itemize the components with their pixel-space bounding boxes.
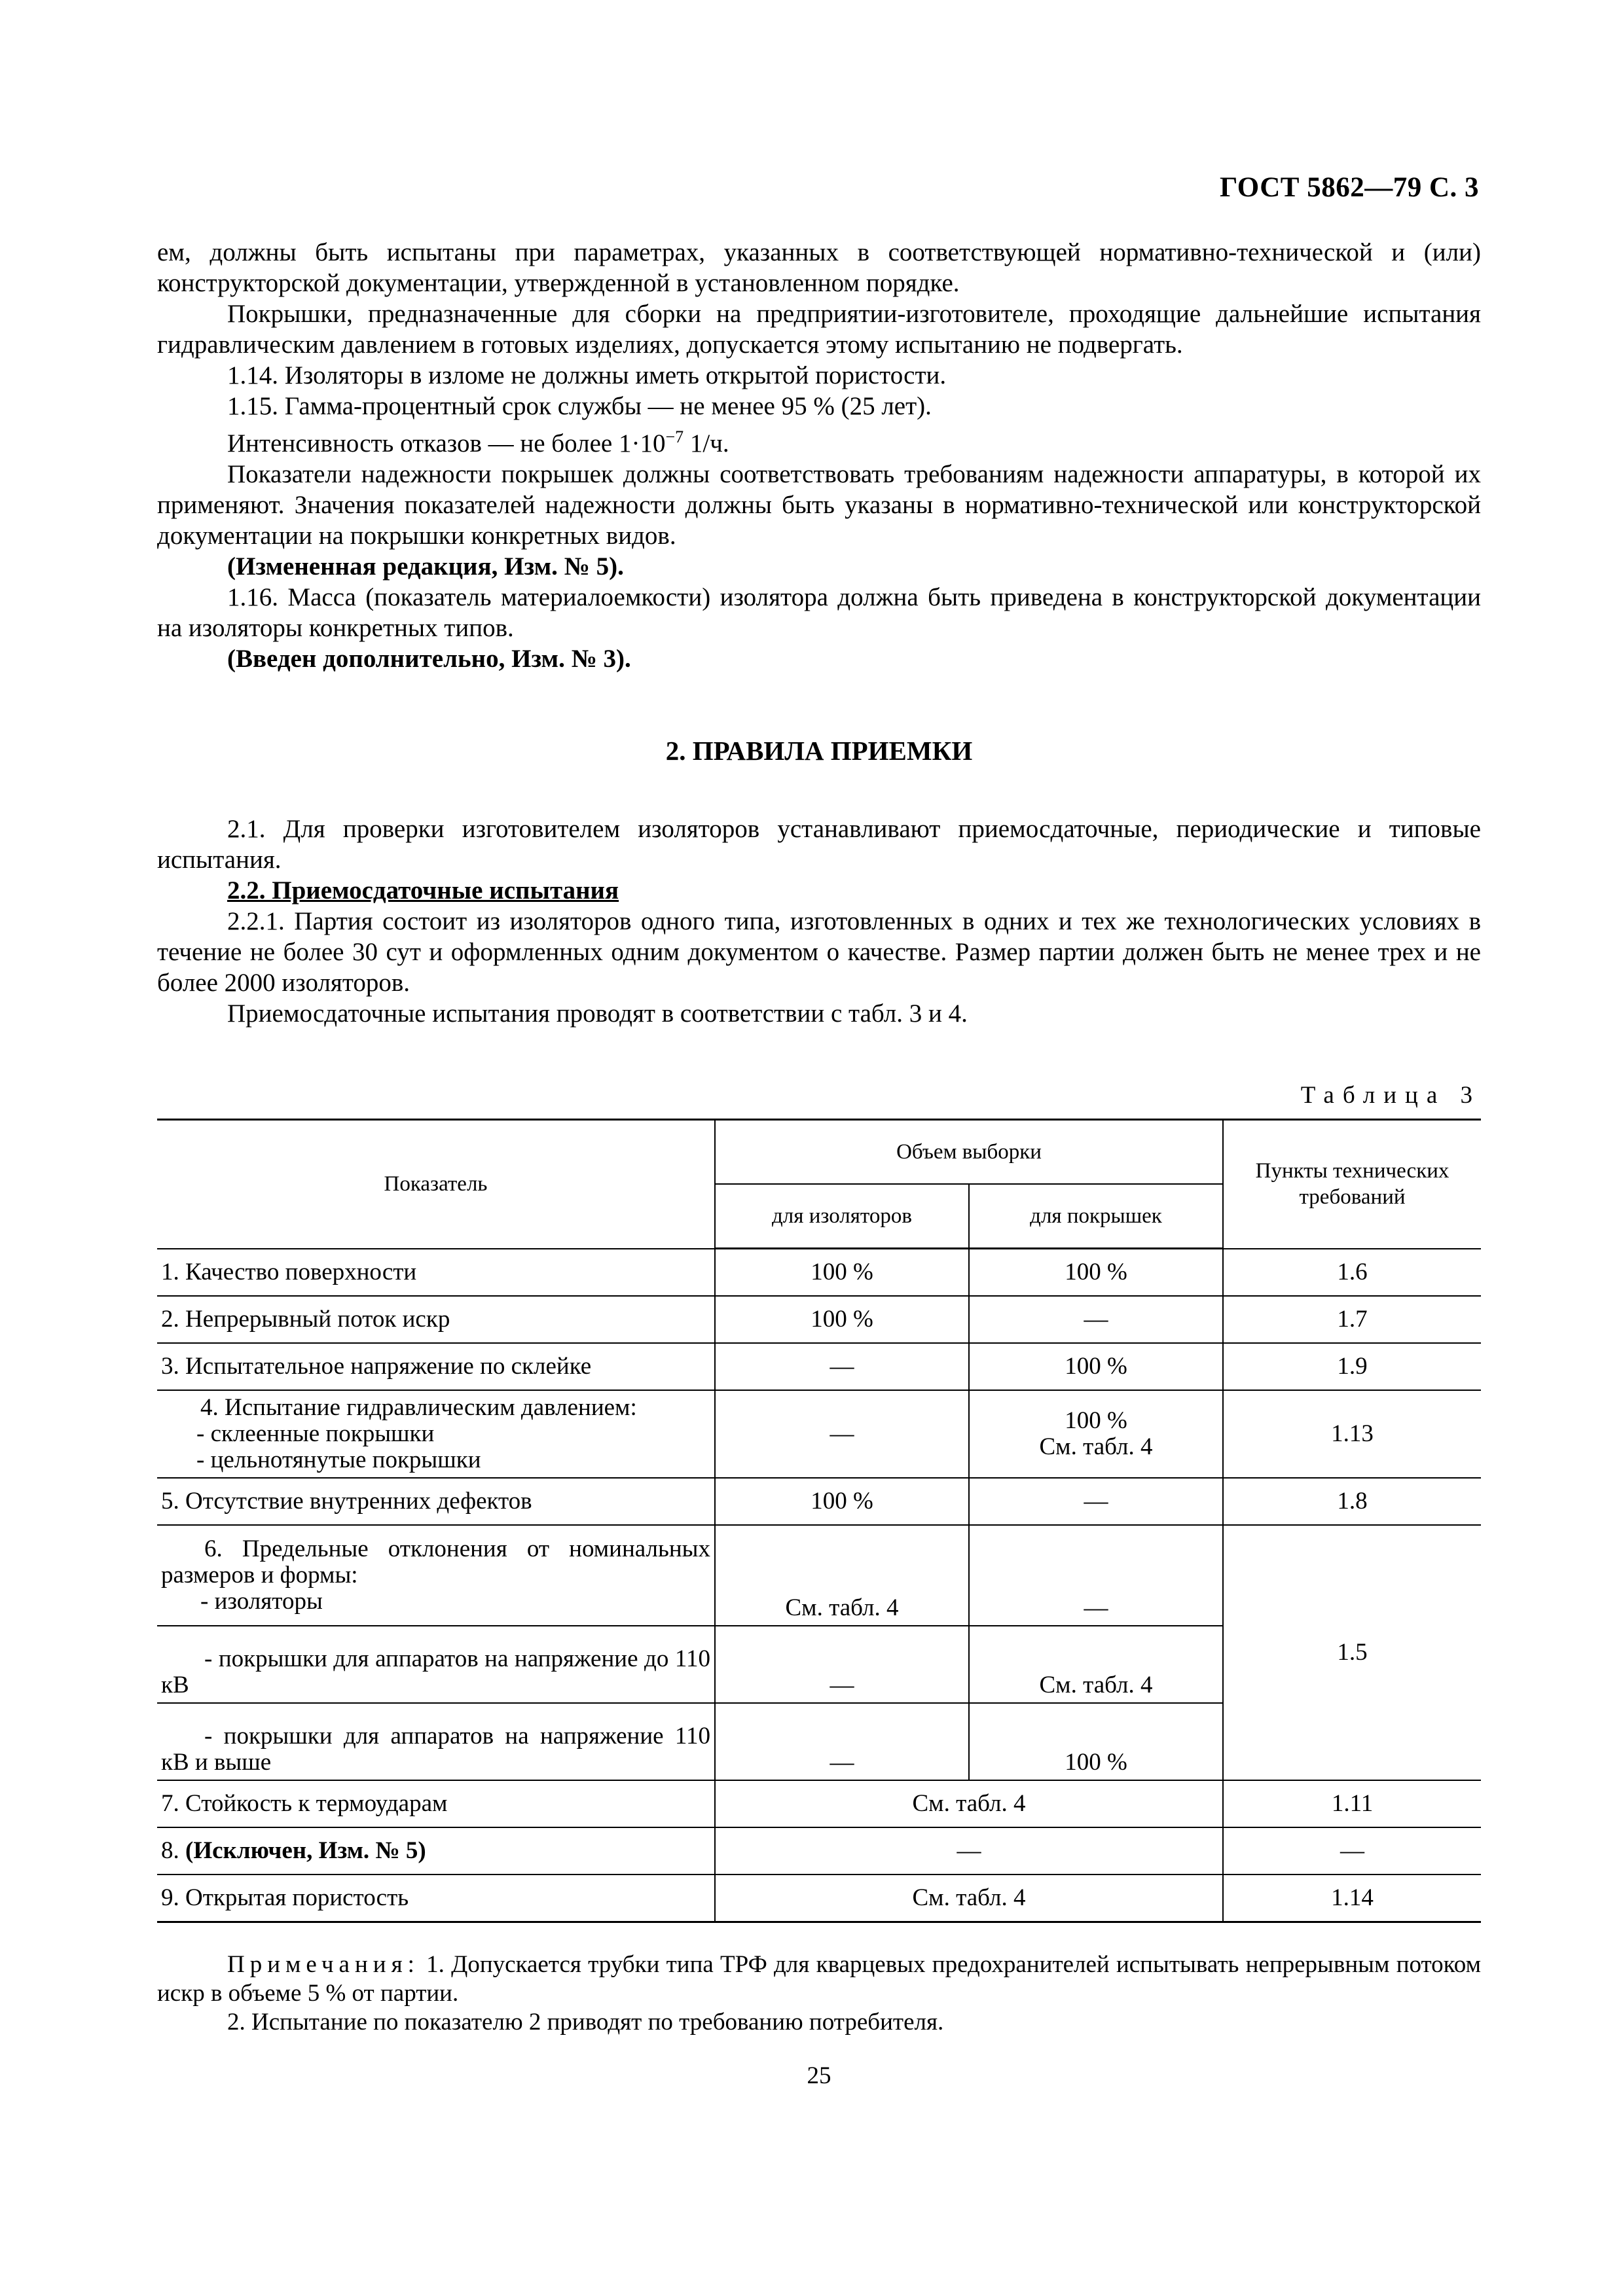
row-insulators: — — [715, 1390, 969, 1478]
table-notes — [157, 1950, 1481, 2037]
row-insulators: — — [715, 1703, 969, 1780]
indicator-line: 6. Предельные отклонения от номинальных размеров и формы: — [161, 1535, 710, 1588]
covers-line: 100 % — [1065, 1407, 1127, 1434]
row-indicator: 2. Непрерывный поток искр — [157, 1296, 715, 1343]
row-point: 1.9 — [1223, 1343, 1481, 1390]
row-insulators: 100 % — [715, 1296, 969, 1343]
row-covers: — — [969, 1296, 1223, 1343]
row-indicator — [157, 1525, 715, 1626]
row-covers: — — [969, 1525, 1223, 1626]
header-indicator: Показатель — [157, 1120, 715, 1249]
excluded-note: (Исключен, Изм. № 5) — [185, 1837, 426, 1864]
row-insulators: 100 % — [715, 1249, 969, 1296]
table-row — [157, 1296, 1481, 1343]
covers-line: См. табл. 4 — [1039, 1433, 1153, 1460]
row-indicator: 5. Отсутствие внутренних дефектов — [157, 1478, 715, 1525]
row-indicator: - покрышки для аппаратов на напряжение до 110 кВ — [157, 1626, 715, 1703]
paragraph: 2.2.1. Партия состоит из изоляторов одного типа, изготовленных в одних и тех же технологических условиях в течение не более 30 сут и оформленных одним документом о качестве. Размер партии должен быть не менее трех и не более 2000 изоляторов. — [157, 907, 1481, 997]
row-covers: См. табл. 4 — [969, 1626, 1223, 1703]
indicator-line: - изоляторы — [200, 1587, 323, 1615]
acceptance-test-table — [157, 1119, 1481, 1923]
indicator-line: 4. Испытание гидравлическим давлением: — [200, 1393, 637, 1421]
section-title: 2. ПРАВИЛА ПРИЕМКИ — [665, 736, 973, 766]
row-point: 1.8 — [1223, 1478, 1481, 1525]
row-sample-merged: См. табл. 4 — [715, 1780, 1223, 1827]
paragraph: 2.1. Для проверки изготовителем изоляторов устанавливают приемосдаточные, периодические и типовые испытания. — [157, 815, 1481, 874]
page-header: ГОСТ 5862—79 С. 3 — [1219, 172, 1479, 203]
table-caption: Таблица 3 — [1300, 1082, 1481, 1109]
page-number: 25 — [807, 2062, 831, 2089]
table-row — [157, 1827, 1481, 1874]
paragraph: ем, должны быть испытаны при параметрах, указанных в соответствующей нормативно-технической и (или) конструкторской документации, утвержденной в установленном порядке. — [157, 238, 1481, 297]
amendment-note: (Введен дополнительно, Изм. № 3). — [227, 645, 631, 673]
row-indicator: 7. Стойкость к термоударам — [157, 1780, 715, 1827]
body-text — [157, 237, 1481, 2091]
row-covers — [969, 1390, 1223, 1478]
row-indicator: 9. Открытая пористость — [157, 1874, 715, 1922]
note-1 — [157, 1950, 1481, 2008]
row-number: 8. — [161, 1837, 185, 1864]
row-sample-merged: См. табл. 4 — [715, 1874, 1223, 1922]
table-row — [157, 1874, 1481, 1922]
failure-rate-text: Интенсивность отказов — не более 1·10 — [227, 429, 666, 457]
row-indicator: - покрышки для аппаратов на напряжение 110 кВ и выше — [157, 1703, 715, 1780]
table-row — [157, 1343, 1481, 1390]
row-point: 1.13 — [1223, 1390, 1481, 1478]
paragraph: 1.16. Масса (показатель материалоемкости) изолятора должна быть приведена в конструкторской документации на изоляторы конкретных типов. — [157, 583, 1481, 642]
unit-text: 1/ч. — [684, 429, 729, 457]
row-indicator — [157, 1827, 715, 1874]
table-row — [157, 1390, 1481, 1478]
indicator-line: - цельнотянутые покрышки — [196, 1446, 481, 1473]
row-covers: — — [969, 1478, 1223, 1525]
subsection-heading: 2.2. Приемосдаточные испытания — [227, 876, 619, 905]
row-insulators: См. табл. 4 — [715, 1525, 969, 1626]
row-indicator: 1. Качество поверхности — [157, 1249, 715, 1296]
header-requirement-points: Пункты технических требований — [1223, 1120, 1481, 1249]
indicator-line: - склеенные покрышки — [196, 1420, 435, 1447]
row-point: 1.14 — [1223, 1874, 1481, 1922]
paragraph: Приемосдаточные испытания проводят в соответствии с табл. 3 и 4. — [227, 999, 968, 1028]
paragraph: Покрышки, предназначенные для сборки на предприятии-изготовителе, проходящие дальнейшие испытания гидравлическим давлением в готовых изделиях, допускается этому испытанию не подвергать. — [157, 300, 1481, 359]
notes-label: Примечания: — [227, 1950, 420, 1978]
table-row — [157, 1478, 1481, 1525]
header-for-covers: для покрышек — [969, 1184, 1223, 1249]
paragraph: 1.15. Гамма-процентный срок службы — не менее 95 % (25 лет). — [227, 392, 932, 420]
paragraph — [157, 422, 1481, 459]
table-row — [157, 1780, 1481, 1827]
exponent: −7 — [665, 427, 684, 446]
paragraph: Показатели надежности покрышек должны соответствовать требованиям надежности аппаратуры, в которой их применяют. Значения показателей надежности должны быть указаны в нормативно-технической или конструкторской документации на покрышки конкретных видов. — [157, 460, 1481, 550]
row-indicator: 3. Испытательное напряжение по склейке — [157, 1343, 715, 1390]
row-point: — — [1223, 1827, 1481, 1874]
row-indicator — [157, 1390, 715, 1478]
amendment-note: (Измененная редакция, Изм. № 5). — [227, 552, 624, 581]
row-insulators: 100 % — [715, 1478, 969, 1525]
row-covers: 100 % — [969, 1343, 1223, 1390]
table-row — [157, 1525, 1481, 1626]
row-covers: 100 % — [969, 1249, 1223, 1296]
row-insulators: — — [715, 1343, 969, 1390]
row-point: 1.7 — [1223, 1296, 1481, 1343]
paragraph: 1.14. Изоляторы в изломе не должны иметь открытой пористости. — [227, 361, 947, 389]
row-point: 1.6 — [1223, 1249, 1481, 1296]
row-sample-merged: — — [715, 1827, 1223, 1874]
note-2: 2. Испытание по показателю 2 приводят по требованию потребителя. — [227, 2008, 944, 2036]
header-for-insulators: для изоляторов — [715, 1184, 969, 1249]
row-point: 1.5 — [1223, 1525, 1481, 1780]
row-point: 1.11 — [1223, 1780, 1481, 1827]
header-sample-size: Объем выборки — [715, 1120, 1223, 1185]
row-covers: 100 % — [969, 1703, 1223, 1780]
note-1-text: 1. Допускается трубки типа ТРФ для кварцевых предохранителей испытывать непрерывным потоком искр в объеме 5 % от партии. — [157, 1950, 1481, 2007]
table-row — [157, 1249, 1481, 1296]
row-insulators: — — [715, 1626, 969, 1703]
